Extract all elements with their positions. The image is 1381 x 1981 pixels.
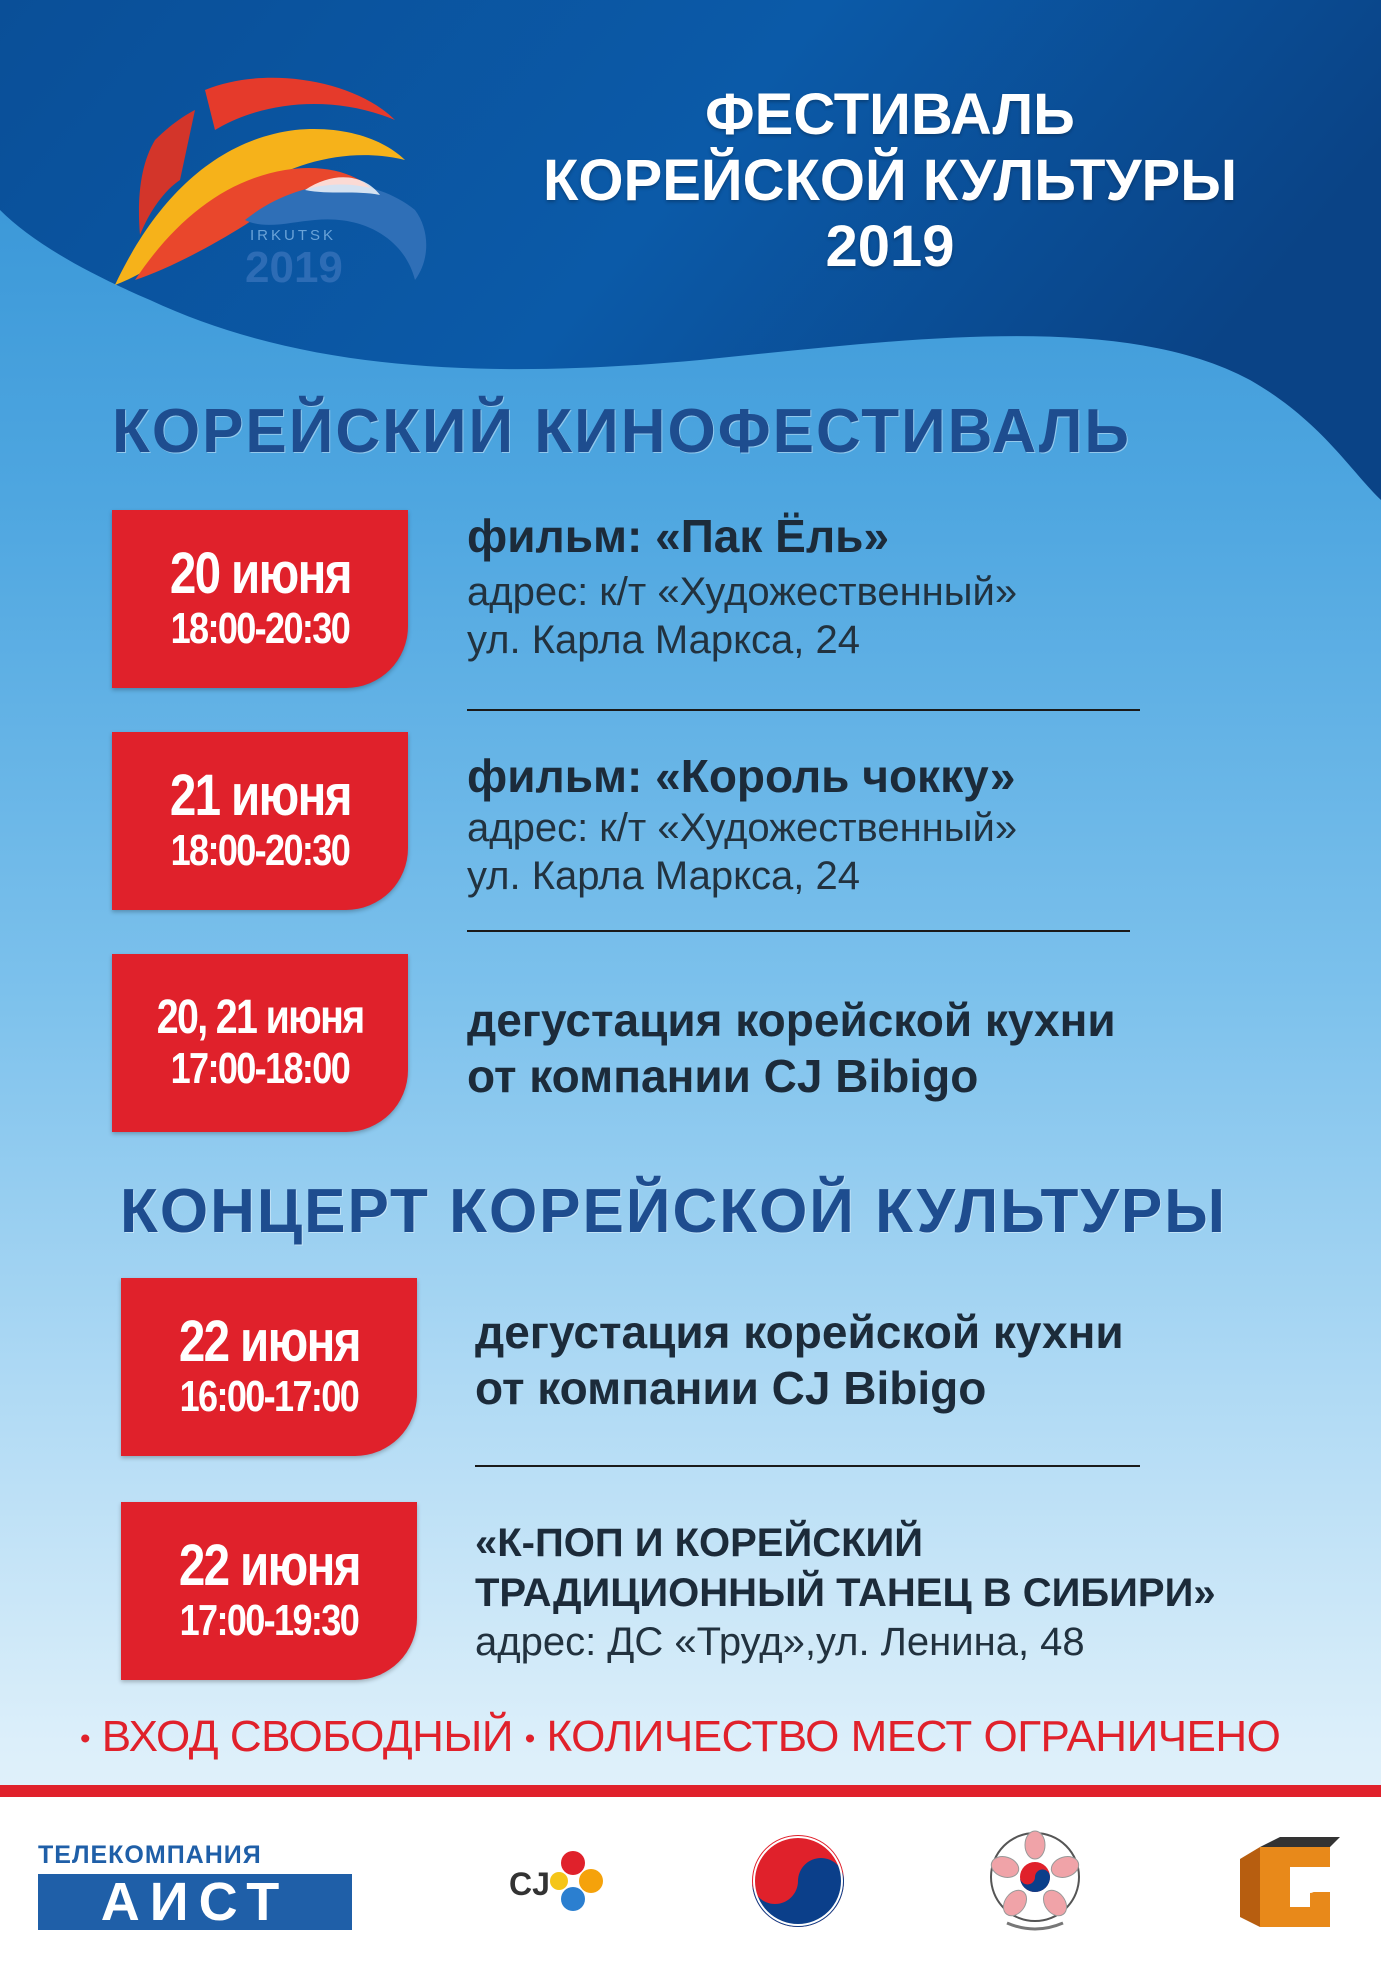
korean-taegeuk-icon <box>748 1831 848 1931</box>
event-details <box>467 508 1017 664</box>
tc-logo-text: TC <box>1292 1877 1316 1897</box>
title-line-2: КОРЕЙСКОЙ КУЛЬТУРЫ <box>543 148 1237 213</box>
time-label: 18:00-20:30 <box>170 604 350 653</box>
film-festival-heading: КОРЕЙСКИЙ КИНОФЕСТИВАЛЬ <box>112 397 1131 466</box>
event-details <box>467 748 1017 900</box>
red-divider-strip <box>0 1785 1381 1797</box>
date-badge <box>121 1278 417 1456</box>
date-badge <box>112 954 408 1132</box>
tc-logo <box>1230 1837 1340 1932</box>
notice-free-entry: ВХОД СВОБОДНЫЙ <box>101 1712 514 1761</box>
event-address: адрес: к/т «Художественный» <box>467 570 1018 614</box>
date-label: 22 июня <box>178 1533 360 1598</box>
date-label: 20 июня <box>169 541 351 606</box>
concert-heading: КОНЦЕРТ КОРЕЙСКОЙ КУЛЬТУРЫ <box>120 1177 1227 1246</box>
event-details <box>475 1304 1124 1416</box>
date-badge <box>112 510 408 688</box>
bullet-icon: • <box>80 1722 91 1756</box>
event-subtitle: от компании CJ Bibigo <box>467 1050 979 1102</box>
title-line-1: ФЕСТИВАЛЬ <box>705 82 1075 147</box>
date-label: 21 июня <box>169 763 351 828</box>
government-emblem-icon <box>985 1827 1085 1937</box>
event-details <box>475 1518 1216 1666</box>
time-label: 16:00-17:00 <box>179 1372 359 1421</box>
cj-logo-text: CJ <box>509 1866 550 1902</box>
event-title: дегустация корейской кухни <box>467 994 1116 1046</box>
logo-city-text: IRKUTSK <box>250 227 337 244</box>
event-street: ул. Карла Маркса, 24 <box>467 854 860 898</box>
event-divider <box>475 1465 1140 1467</box>
event-address: адрес: ДС «Труд»,ул. Ленина, 48 <box>475 1620 1085 1664</box>
bullet-icon: • <box>524 1722 535 1756</box>
date-label: 22 июня <box>178 1309 360 1374</box>
date-badge <box>112 732 408 910</box>
aist-logo-wordmark: АИСТ <box>38 1874 352 1930</box>
event-address: адрес: к/т «Художественный» <box>467 806 1018 850</box>
aist-logo-caption: ТЕЛЕКОМПАНИЯ <box>38 1841 262 1869</box>
time-label: 18:00-20:30 <box>170 826 350 875</box>
event-street: ул. Карла Маркса, 24 <box>467 618 860 662</box>
event-details <box>467 992 1116 1104</box>
aist-logo <box>38 1841 358 1936</box>
time-label: 17:00-18:00 <box>170 1044 350 1093</box>
logo-year-text: 2019 <box>245 243 343 290</box>
partners-footer <box>0 1797 1381 1981</box>
date-label: 20, 21 июня <box>156 991 364 1044</box>
festival-title <box>490 82 1290 280</box>
event-title: фильм: «Король чокку» <box>467 750 1016 802</box>
cj-logo <box>505 1835 615 1925</box>
time-label: 17:00-19:30 <box>179 1596 359 1645</box>
event-title: фильм: «Пак Ёль» <box>467 510 890 562</box>
date-badge <box>121 1502 417 1680</box>
event-title-line2: ТРАДИЦИОННЫЙ ТАНЕЦ В СИБИРИ» <box>475 1571 1216 1615</box>
title-line-3: 2019 <box>825 214 955 279</box>
event-subtitle: от компании CJ Bibigo <box>475 1362 987 1414</box>
event-divider <box>467 709 1140 711</box>
free-entry-notice <box>80 1712 1320 1762</box>
event-title: дегустация корейской кухни <box>475 1306 1124 1358</box>
festival-logo <box>95 70 435 290</box>
notice-limited-seats: КОЛИЧЕСТВО МЕСТ ОГРАНИЧЕНО <box>546 1712 1281 1761</box>
event-title: «К-ПОП И КОРЕЙСКИЙ <box>475 1521 924 1565</box>
event-divider <box>467 930 1130 932</box>
